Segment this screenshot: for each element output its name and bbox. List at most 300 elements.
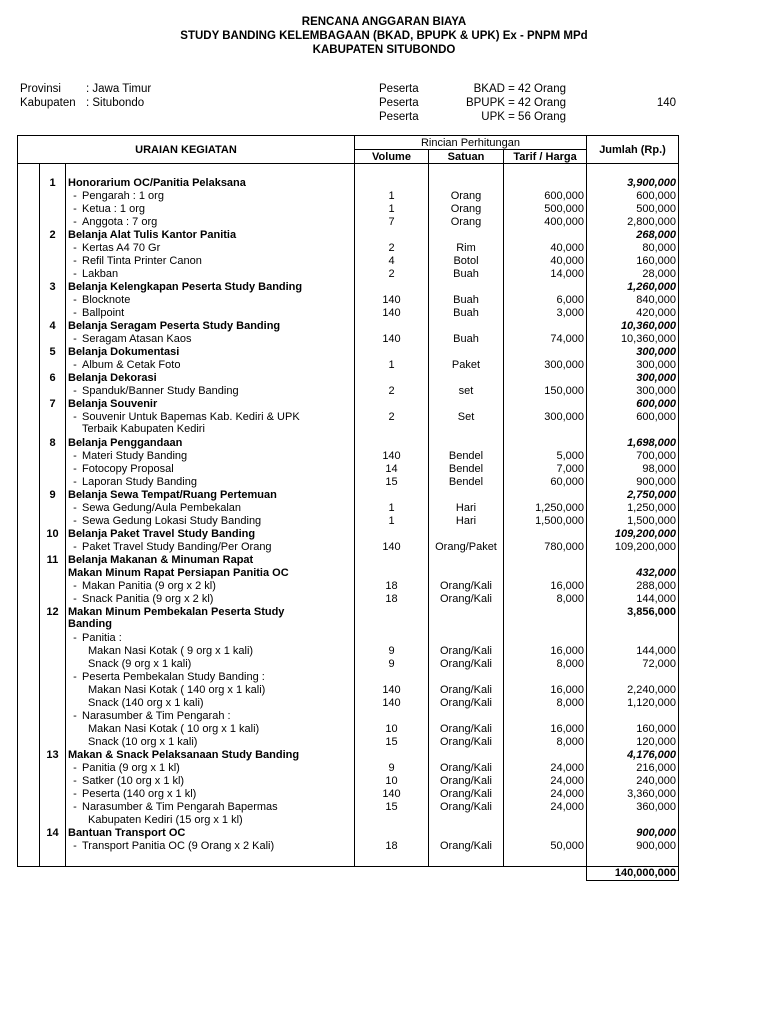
row-spacer-cell <box>18 749 40 762</box>
row-jumlah: 160,000 <box>587 723 679 736</box>
row-number <box>40 307 66 320</box>
row-number <box>40 333 66 346</box>
bullet-dash: - <box>73 333 77 345</box>
bullet-dash: - <box>73 801 77 813</box>
table-row <box>18 840 679 853</box>
row-volume: 10 <box>355 723 429 736</box>
row-description-text: Souvenir Untuk Bapemas Kab. Kediri & UPK <box>82 411 300 423</box>
row-tarif <box>504 710 587 723</box>
row-description <box>66 476 355 489</box>
row-number: 4 <box>40 320 66 333</box>
table-row <box>18 749 679 762</box>
row-number <box>40 762 66 775</box>
table-row <box>18 203 679 216</box>
row-satuan: Buah <box>429 268 504 281</box>
row-number <box>40 190 66 203</box>
table-row <box>18 567 679 580</box>
row-jumlah: 10,360,000 <box>587 333 679 346</box>
row-number <box>40 203 66 216</box>
row-number <box>40 853 66 867</box>
table-row <box>18 593 679 606</box>
grand-total-spacer <box>18 867 40 881</box>
row-satuan <box>429 853 504 867</box>
row-tarif: 74,000 <box>504 333 587 346</box>
row-jumlah: 240,000 <box>587 775 679 788</box>
row-satuan <box>429 671 504 684</box>
row-number <box>40 385 66 398</box>
table-row <box>18 346 679 359</box>
row-spacer-cell <box>18 762 40 775</box>
row-description <box>66 294 355 307</box>
bullet-dash: - <box>73 710 77 722</box>
row-satuan <box>429 489 504 502</box>
row-spacer-cell <box>18 827 40 840</box>
row-jumlah <box>587 554 679 567</box>
row-volume: 140 <box>355 333 429 346</box>
row-tarif: 5,000 <box>504 450 587 463</box>
row-description <box>66 346 355 359</box>
row-number <box>40 294 66 307</box>
row-tarif: 16,000 <box>504 580 587 593</box>
row-spacer-cell <box>18 801 40 814</box>
row-description-text: Makan Nasi Kotak ( 140 org x 1 kali) <box>88 684 266 696</box>
bullet-dash: - <box>73 463 77 475</box>
row-tarif <box>504 528 587 541</box>
row-spacer-cell <box>18 463 40 476</box>
row-spacer-cell <box>18 307 40 320</box>
row-satuan: Rim <box>429 242 504 255</box>
row-jumlah <box>587 814 679 827</box>
row-number: 6 <box>40 372 66 385</box>
table-header-row <box>18 136 679 150</box>
row-tarif <box>504 606 587 632</box>
row-volume: 140 <box>355 294 429 307</box>
row-description-text: Paket Travel Study Banding/Per Orang <box>82 541 272 553</box>
peserta-label: Peserta <box>379 83 419 95</box>
row-satuan <box>429 372 504 385</box>
doc-subtitle: STUDY BANDING KELEMBAGAAN (BKAD, BPUPK & UPK) Ex - PNPM MPd <box>180 30 588 42</box>
table-row <box>18 281 679 294</box>
row-tarif <box>504 372 587 385</box>
row-jumlah: 3,900,000 <box>587 177 679 190</box>
row-spacer-cell <box>18 840 40 853</box>
row-volume: 9 <box>355 762 429 775</box>
row-spacer-cell <box>18 255 40 268</box>
row-satuan: set <box>429 385 504 398</box>
row-description-text: Album & Cetak Foto <box>82 359 181 371</box>
row-spacer-cell <box>18 281 40 294</box>
row-satuan <box>429 710 504 723</box>
row-number <box>40 450 66 463</box>
row-satuan: Orang <box>429 216 504 229</box>
row-satuan: Orang/Kali <box>429 593 504 606</box>
bullet-dash: - <box>73 268 77 280</box>
row-description <box>66 580 355 593</box>
table-row <box>18 788 679 801</box>
row-description <box>66 541 355 554</box>
row-description <box>66 203 355 216</box>
row-spacer-cell <box>18 593 40 606</box>
row-description-text: Spanduk/Banner Study Banding <box>82 385 239 397</box>
row-description-text: Belanja Seragam Peserta Study Banding <box>68 320 281 332</box>
row-volume: 1 <box>355 203 429 216</box>
row-spacer-cell <box>18 788 40 801</box>
row-tarif: 400,000 <box>504 216 587 229</box>
row-volume: 15 <box>355 801 429 814</box>
row-volume <box>355 229 429 242</box>
table-row <box>18 762 679 775</box>
row-volume: 9 <box>355 645 429 658</box>
table-row <box>18 814 679 827</box>
row-spacer-cell <box>18 216 40 229</box>
row-satuan: Orang/Kali <box>429 788 504 801</box>
row-description-text: Pengarah : 1 org <box>82 190 164 202</box>
row-jumlah: 600,000 <box>587 411 679 437</box>
row-jumlah: 109,200,000 <box>587 528 679 541</box>
row-description <box>66 554 355 567</box>
row-jumlah: 28,000 <box>587 268 679 281</box>
row-volume: 140 <box>355 307 429 320</box>
row-number: 7 <box>40 398 66 411</box>
row-spacer-cell <box>18 333 40 346</box>
row-jumlah: 840,000 <box>587 294 679 307</box>
row-satuan <box>429 437 504 450</box>
row-jumlah: 268,000 <box>587 229 679 242</box>
row-spacer-cell <box>18 606 40 632</box>
row-description-text: Transport Panitia OC (9 Orang x 2 Kali) <box>82 840 275 852</box>
row-description <box>66 658 355 671</box>
row-jumlah: 144,000 <box>587 593 679 606</box>
row-satuan: Orang/Kali <box>429 658 504 671</box>
row-jumlah: 109,200,000 <box>587 541 679 554</box>
row-number <box>40 788 66 801</box>
header-rincian: Rincian Perhitungan <box>355 136 587 150</box>
row-spacer-cell <box>18 775 40 788</box>
row-tarif <box>504 229 587 242</box>
row-satuan <box>429 346 504 359</box>
row-tarif <box>504 320 587 333</box>
row-jumlah: 600,000 <box>587 398 679 411</box>
table-row <box>18 398 679 411</box>
row-spacer-cell <box>18 736 40 749</box>
row-jumlah: 2,750,000 <box>587 489 679 502</box>
row-volume: 140 <box>355 541 429 554</box>
row-jumlah: 120,000 <box>587 736 679 749</box>
row-spacer-cell <box>18 645 40 658</box>
row-spacer-cell <box>18 684 40 697</box>
row-description-text: Honorarium OC/Panitia Pelaksana <box>68 177 246 189</box>
row-description <box>66 632 355 645</box>
row-volume: 18 <box>355 593 429 606</box>
bullet-dash: - <box>73 411 77 423</box>
table-row <box>18 658 679 671</box>
row-jumlah: 360,000 <box>587 801 679 814</box>
row-description-text: Panitia : <box>82 632 122 644</box>
row-volume <box>355 164 429 178</box>
table-row <box>18 216 679 229</box>
row-description-text: Sewa Gedung Lokasi Study Banding <box>82 515 262 527</box>
row-volume: 140 <box>355 788 429 801</box>
row-tarif <box>504 814 587 827</box>
row-jumlah: 4,176,000 <box>587 749 679 762</box>
bullet-dash: - <box>73 307 77 319</box>
row-volume <box>355 814 429 827</box>
bullet-dash: - <box>73 580 77 592</box>
row-spacer-cell <box>18 203 40 216</box>
row-number <box>40 697 66 710</box>
row-tarif: 300,000 <box>504 411 587 437</box>
row-jumlah: 500,000 <box>587 203 679 216</box>
row-jumlah: 216,000 <box>587 762 679 775</box>
row-volume <box>355 177 429 190</box>
row-spacer-cell <box>18 710 40 723</box>
row-jumlah: 1,500,000 <box>587 515 679 528</box>
row-description-text: Satker (10 org x 1 kl) <box>82 775 185 787</box>
row-jumlah: 900,000 <box>587 840 679 853</box>
bullet-dash: - <box>73 294 77 306</box>
row-spacer-cell <box>18 658 40 671</box>
row-jumlah: 288,000 <box>587 580 679 593</box>
row-description <box>66 801 355 814</box>
row-number <box>40 684 66 697</box>
row-spacer-cell <box>18 398 40 411</box>
row-jumlah: 2,800,000 <box>587 216 679 229</box>
row-jumlah: 72,000 <box>587 658 679 671</box>
row-jumlah <box>587 710 679 723</box>
row-description-text: Materi Study Banding <box>82 450 188 462</box>
row-description <box>66 697 355 710</box>
row-description <box>66 515 355 528</box>
row-tarif: 50,000 <box>504 840 587 853</box>
row-description <box>66 710 355 723</box>
row-satuan: Orang <box>429 190 504 203</box>
provinsi-label: Provinsi <box>20 83 61 95</box>
row-spacer-cell <box>18 294 40 307</box>
row-tarif <box>504 346 587 359</box>
row-description-text: Panitia (9 org x 1 kl) <box>82 762 180 774</box>
row-number <box>40 463 66 476</box>
row-volume: 4 <box>355 255 429 268</box>
row-number <box>40 541 66 554</box>
doc-region: KABUPATEN SITUBONDO <box>312 44 456 56</box>
row-spacer-cell <box>18 489 40 502</box>
row-description <box>66 255 355 268</box>
row-description-text: Narasumber & Tim Pengarah Bapermas <box>82 801 278 813</box>
row-tarif: 24,000 <box>504 801 587 814</box>
row-spacer-cell <box>18 450 40 463</box>
row-description <box>66 489 355 502</box>
table-row <box>18 320 679 333</box>
row-description-text: Makan Panitia (9 org x 2 kl) <box>82 580 216 592</box>
row-satuan: Orang/Kali <box>429 580 504 593</box>
row-number <box>40 411 66 437</box>
row-satuan <box>429 320 504 333</box>
row-tarif: 3,000 <box>504 307 587 320</box>
row-description-text: Refil Tinta Printer Canon <box>82 255 202 267</box>
row-satuan: Orang/Kali <box>429 645 504 658</box>
row-number <box>40 580 66 593</box>
row-tarif: 150,000 <box>504 385 587 398</box>
row-tarif: 24,000 <box>504 775 587 788</box>
row-description-text: Belanja Penggandaan <box>68 437 183 449</box>
table-row <box>18 554 679 567</box>
row-description-text: Snack (10 org x 1 kali) <box>88 736 198 748</box>
row-tarif: 24,000 <box>504 762 587 775</box>
row-tarif: 60,000 <box>504 476 587 489</box>
row-spacer-cell <box>18 541 40 554</box>
bullet-dash: - <box>73 762 77 774</box>
row-number: 8 <box>40 437 66 450</box>
row-description-text: Belanja Alat Tulis Kantor Panitia <box>68 229 237 241</box>
header-satuan: Satuan <box>429 150 504 164</box>
row-description-text: Makan & Snack Pelaksanaan Study Banding <box>68 749 300 761</box>
row-satuan <box>429 814 504 827</box>
row-number <box>40 593 66 606</box>
row-volume <box>355 398 429 411</box>
row-satuan <box>429 827 504 840</box>
row-description-text: Sewa Gedung/Aula Pembekalan <box>82 502 241 514</box>
peserta-upk: UPK = 56 Orang <box>481 111 566 123</box>
row-satuan: Hari <box>429 502 504 515</box>
table-row <box>18 177 679 190</box>
row-volume: 140 <box>355 684 429 697</box>
row-jumlah <box>587 853 679 867</box>
table-row <box>18 502 679 515</box>
row-tarif: 14,000 <box>504 268 587 281</box>
row-tarif: 7,000 <box>504 463 587 476</box>
row-tarif: 8,000 <box>504 593 587 606</box>
row-tarif <box>504 437 587 450</box>
row-satuan: Orang/Kali <box>429 684 504 697</box>
row-description-text: Snack Panitia (9 org x 2 kl) <box>82 593 214 605</box>
row-tarif: 300,000 <box>504 359 587 372</box>
row-volume <box>355 372 429 385</box>
row-spacer-cell <box>18 320 40 333</box>
row-tarif <box>504 177 587 190</box>
table-row <box>18 294 679 307</box>
bullet-dash: - <box>73 385 77 397</box>
row-volume <box>355 827 429 840</box>
row-description <box>66 788 355 801</box>
row-description-text: Banding <box>68 618 112 630</box>
row-spacer-cell <box>18 177 40 190</box>
row-spacer-cell <box>18 359 40 372</box>
row-jumlah: 3,360,000 <box>587 788 679 801</box>
row-tarif <box>504 281 587 294</box>
row-spacer-cell <box>18 411 40 437</box>
table-row <box>18 775 679 788</box>
row-tarif: 24,000 <box>504 788 587 801</box>
row-description-text: Makan Nasi Kotak ( 10 org x 1 kali) <box>88 723 260 735</box>
row-spacer-cell <box>18 853 40 867</box>
row-jumlah: 432,000 <box>587 567 679 580</box>
row-jumlah: 700,000 <box>587 450 679 463</box>
table-row <box>18 632 679 645</box>
provinsi-value: : Jawa Timur <box>86 83 152 95</box>
row-tarif <box>504 827 587 840</box>
row-number <box>40 632 66 645</box>
bullet-dash: - <box>73 450 77 462</box>
row-satuan: Bendel <box>429 463 504 476</box>
row-jumlah: 10,360,000 <box>587 320 679 333</box>
row-tarif: 8,000 <box>504 697 587 710</box>
row-spacer-cell <box>18 437 40 450</box>
table-row <box>18 450 679 463</box>
row-description <box>66 827 355 840</box>
row-volume: 2 <box>355 385 429 398</box>
row-description <box>66 671 355 684</box>
row-description-text: Belanja Souvenir <box>68 398 158 410</box>
bullet-dash: - <box>73 476 77 488</box>
table-row <box>18 528 679 541</box>
row-description <box>66 840 355 853</box>
bullet-dash: - <box>73 203 77 215</box>
table-row <box>18 671 679 684</box>
row-description-text: Makan Nasi Kotak ( 9 org x 1 kali) <box>88 645 254 657</box>
table-row <box>18 606 679 632</box>
row-volume <box>355 281 429 294</box>
table-row <box>18 372 679 385</box>
row-number: 11 <box>40 554 66 567</box>
grand-total-spacer <box>66 867 355 881</box>
row-description <box>66 528 355 541</box>
row-jumlah: 80,000 <box>587 242 679 255</box>
row-satuan: Orang/Kali <box>429 762 504 775</box>
row-tarif: 6,000 <box>504 294 587 307</box>
row-tarif <box>504 554 587 567</box>
budget-table <box>17 135 679 881</box>
row-spacer-cell <box>18 567 40 580</box>
table-row <box>18 645 679 658</box>
row-description-text: Snack (9 org x 1 kali) <box>88 658 192 670</box>
bullet-dash: - <box>73 541 77 553</box>
row-tarif <box>504 853 587 867</box>
row-description-text: Belanja Dekorasi <box>68 372 157 384</box>
header-tarif: Tarif / Harga <box>504 150 587 164</box>
row-satuan <box>429 554 504 567</box>
row-volume: 15 <box>355 476 429 489</box>
row-number: 14 <box>40 827 66 840</box>
row-description-text: Belanja Kelengkapan Peserta Study Banding <box>68 281 303 293</box>
row-description <box>66 320 355 333</box>
row-satuan <box>429 606 504 632</box>
row-tarif: 16,000 <box>504 684 587 697</box>
table-row <box>18 190 679 203</box>
row-spacer-cell <box>18 372 40 385</box>
row-description-text: Makan Minum Rapat Persiapan Panitia OC <box>68 567 289 579</box>
row-description <box>66 814 355 827</box>
row-number <box>40 567 66 580</box>
bullet-dash: - <box>73 190 77 202</box>
row-volume <box>355 346 429 359</box>
table-row <box>18 710 679 723</box>
row-number <box>40 775 66 788</box>
row-number <box>40 242 66 255</box>
bullet-dash: - <box>73 255 77 267</box>
table-row <box>18 229 679 242</box>
table-row <box>18 333 679 346</box>
row-description-text: Blocknote <box>82 294 131 306</box>
row-satuan: Orang/Kali <box>429 723 504 736</box>
row-volume: 2 <box>355 268 429 281</box>
row-spacer-cell <box>18 580 40 593</box>
table-row <box>18 736 679 749</box>
row-volume <box>355 320 429 333</box>
table-row <box>18 255 679 268</box>
row-tarif: 16,000 <box>504 723 587 736</box>
row-description-text: Belanja Makanan & Minuman Rapat <box>68 554 254 566</box>
row-description-text: Terbaik Kabupaten Kediri <box>82 423 205 435</box>
